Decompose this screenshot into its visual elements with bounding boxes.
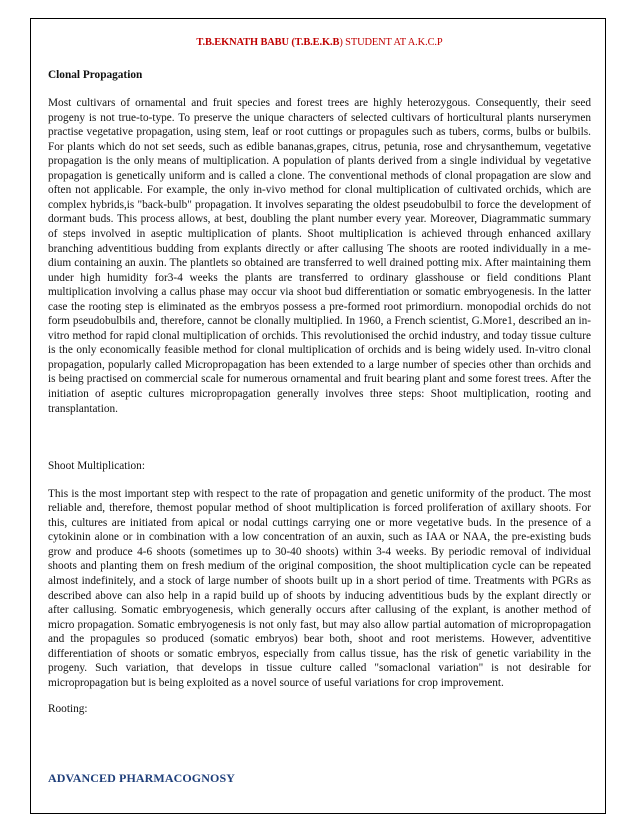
section-title-shoot-multiplication: Shoot Multiplication: [48, 460, 145, 473]
clonal-propagation-paragraph: Most cultivars of ornamental and fruit species and forest trees are highly heterozygous. Consequently, their seed progeny is not true-to-type. To preserve the unique characters of selected cultivars of horticultural plants nurserymen practise vegetative propagation, using stem, leaf or root cuttings or propagules such as tubers, corms, bulbs or bulbils. For plants which do not set seeds, such as edible bananas,grapes, citrus, petunia, rose and chrysanthemum, vegetative propagation is the only means of multiplication. A population of plants derived from a single individual by vegetative propagation is genetically uniform and is called a clone. The conventional methods of clonal propagation are slow and often not applicable. For example, the only in-vivo method for clonal multiplication of cultivated orchids, which are complex hybrids,is "back-bulb" propagation. It involves separating the oldest pseudobulbil to force the development of dormant buds. This process allows, at best, doubling the plant number every year. Moreover, Diagrammatic summary of steps involved in aseptic multiplication of plants. Shoot multiplication is achieved through enhanced axillary branching adventitious budding from explants directly or after callusing The shoots are rooted individually in a me- dium containing an auxin. The plantlets so obtained are transferred to well drained potting mix. After maintaining them under high humidity for3-4 weeks the plants are transferred to ordinary glasshouse or field conditions Plant multiplication involving a callus phase may occur via shoot bud differentiation or somatic embryogenesis. In the latter case the rooting step is eliminated as the embryos possess a pre-formed root primordiurn. monopodial orchids do not form pseudobulbils and, therefore, cannot be clonally multiplied. In 1960, a French scientist, G.More1, described an in-vitro method for rapid clonal multiplication of orchids. This revolutionised the orchid industry, and today tissue culture is the only economically feasible method for clonal multiplication of orchids and is being widely used. In-vitro clonal propagation, popularly called Micropropagation has been extended to a large number of species other than orchids and is being practised on commercial scale for numerous ornamental and fruit bearing plant and some forest trees. After the initiation of aseptic cultures micropropagation generally involves three steps: Shoot multiplication, rooting and transplantation. [48, 97, 591, 415]
header-author: T.B.EKNATH BABU (T.B.E.K.B [196, 37, 340, 48]
document-body [48, 36, 591, 717]
section-title-clonal-propagation: Clonal Propagation [48, 68, 143, 81]
page-footer: ADVANCED PHARMACOGNOSY [48, 771, 235, 785]
section-title-rooting: Rooting: [48, 703, 88, 716]
shoot-multiplication-paragraph: This is the most important step with respect to the rate of propagation and genetic uniformity of the product. The most reliable and, therefore, themost popular method of shoot multiplication is forced proliferation of axillary shoots. For this, cultures are initiated from apical or nodal cuttings carrying one or more vegetative buds. In the presence of a cytokinin alone or in combination with a low concentration of an auxin, such as IAA or NAA, the pre-existing buds grow and produce 4-6 shoots (sometimes up to 30-40 shoots) within 3-4 weeks. By periodic removal of individual shoots and planting them on fresh medium of the original composition, the shoot multiplication cycle can be repeated almost indefinitely, and a stock of large number of shoots built up in a short period of time. Treatments with PGRs as described above can also help in a rapid build up of shoots by inducing adventitious buds by the explant directly or after callusing. Somatic embryogenesis, which generally occurs after callusing of the explant, is another method of micro propagation. Somatic embryogenesis is not only fast, but may also allow partial automation of micropropagation and the propagules so produced (somatic embryos) bear both, shoot and root meristems. However, adventitive differentiation of shoots or somatic embryos, especially from callus tissue, has the risk of genetic variability in the progeny. Such variation, that develops in tissue culture called "somaclonal variation" is not desirable for micropropagation but is being exploited as a novel source of useful variations for crop improvement. [48, 487, 591, 689]
spacer [48, 416, 591, 459]
page-header [48, 36, 591, 51]
header-affiliation: ) STUDENT AT A.K.C.P [339, 37, 443, 48]
